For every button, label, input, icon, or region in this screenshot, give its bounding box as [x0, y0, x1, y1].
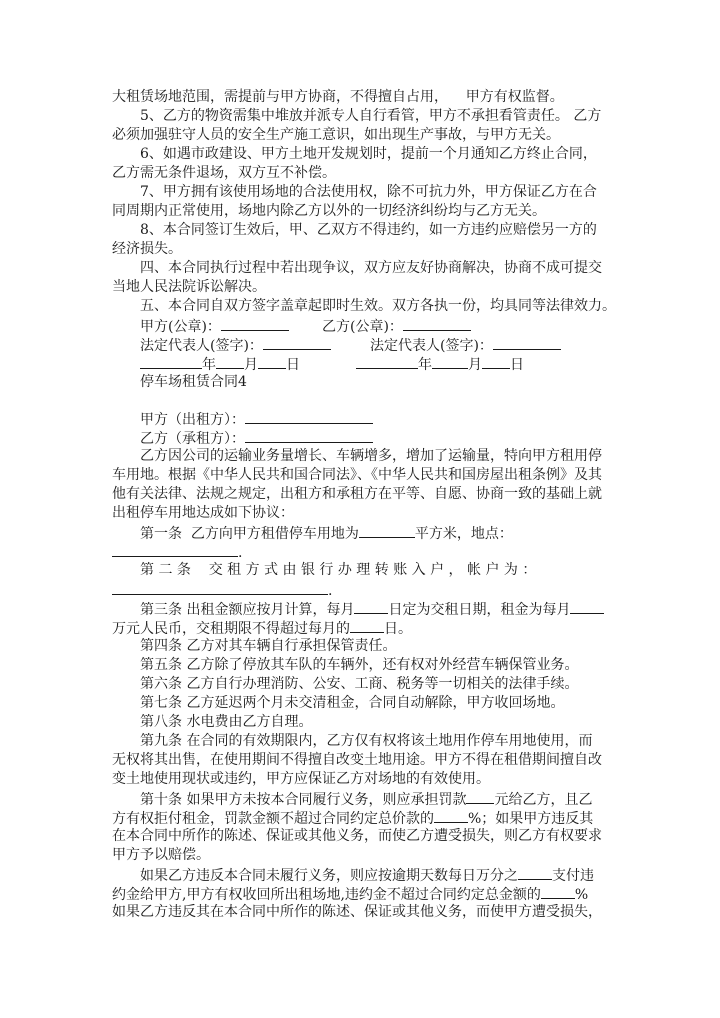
article-10b [112, 884, 588, 905]
signature-row-rep [370, 335, 561, 356]
deadline-day-blank [350, 618, 384, 633]
text-line: 乙方需无条件退场，双方互不补偿。 [112, 165, 336, 181]
article-7: 第七条 乙方延迟两个月未交清租金，合同自动解除，甲方收回场地。 [140, 695, 565, 711]
contract-title: 停车场租赁合同4 [140, 374, 247, 390]
party-a-seal-label: 甲方(公章)： [140, 319, 221, 335]
article-10: 在本合同中所作的陈述、保证或其他义务，而使乙方遭受损失，则乙方有权要求 [112, 828, 602, 844]
lessee-blank [245, 428, 373, 443]
article-3-text: 日。 [384, 621, 412, 637]
party-a-rep-label: 法定代表人(签字)： [140, 338, 263, 354]
month-blank [216, 354, 244, 369]
text-line: 5、乙方的物资需集中堆放并派专人自行看管，甲方不承担看管责任。 乙方 [140, 108, 602, 124]
lessee-label: 乙方（承租方）： [140, 431, 245, 447]
lessee-row [140, 428, 373, 449]
text-line: 大租赁场地范围，需提前与甲方协商，不得擅自占用， 甲方有权监督。 [112, 89, 564, 105]
text-line: 6、如遇市政建设、甲方土地开发规划时，提前一个月通知乙方终止合同， [140, 146, 597, 162]
article-3-text: 第三条 出租金额应按月计算，每月 [140, 602, 355, 618]
party-b-seal-label: 乙方(公章)： [322, 319, 403, 335]
month-label: 月 [244, 357, 258, 373]
account-blank [112, 580, 328, 595]
year-blank [140, 354, 202, 369]
party-b-seal-blank [403, 316, 471, 331]
signature-row-seal [140, 316, 289, 337]
year-label: 年 [202, 357, 216, 373]
rate-blank [518, 865, 552, 880]
article-4: 第四条 乙方对其车辆自行承担保管责任。 [140, 638, 397, 654]
year-label: 年 [418, 357, 432, 373]
month-label: 月 [468, 357, 482, 373]
day-blank [482, 354, 510, 369]
article-8: 第八条 水电费由乙方自理。 [140, 714, 313, 730]
rent-day-blank [354, 599, 388, 614]
article-1-text: 平方米，地点： [414, 526, 513, 542]
penalty-blank [466, 789, 494, 804]
text-line: 四、本合同执行过程中若出现争议，双方应友好协商解决，协商不成可提交 [140, 260, 602, 276]
day-blank [258, 354, 286, 369]
lessor-row [140, 409, 373, 430]
party-a-seal-blank [221, 316, 289, 331]
lessor-blank [245, 409, 373, 424]
article-9: 变土地使用现状或违约，甲方应保证乙方对场地的有效使用。 [112, 771, 490, 787]
text-line: 当地人民法院诉讼解决。 [112, 279, 266, 295]
article-10-text: 元给乙方，且乙 [494, 792, 593, 808]
article-3-text: 日定为交租日期，租金为每月 [388, 602, 571, 618]
article-1 [140, 523, 513, 544]
account-row: . [112, 580, 332, 601]
signature-row-rep [140, 335, 331, 356]
signature-row-seal [322, 316, 471, 337]
party-a-rep-blank [263, 335, 331, 350]
article-10 [112, 808, 593, 829]
text-line: 经济损失。 [112, 241, 182, 257]
article-2: 第 二 条 交 租 方 式 由 银 行 办 理 转 账 入 户 ， 帐 户 为 ： [140, 562, 537, 578]
area-blank [359, 523, 415, 538]
text-line: 必须加强驻守人员的安全生产施工意识，如出现生产事故，与甲方无关。 [112, 127, 560, 143]
article-9: 第九条 在合同的有效期限内，乙方仅有权将该土地用作停车用地使用，而 [140, 733, 593, 749]
article-10b: 如果乙方违反其在本合同中所作的陈述、保证或其他义务，而使甲方遭受损失， [112, 904, 602, 920]
article-10b-text: 支付违 [552, 868, 594, 884]
article-10b-text: % [574, 887, 589, 903]
day-label: 日 [510, 357, 524, 373]
date-row [140, 354, 300, 375]
day-label: 日 [286, 357, 300, 373]
liquidated-percent-blank [541, 884, 575, 899]
article-9: 无权将其出售，在使用期间不得擅自改变土地用途。甲方不得在租借期间擅自改 [112, 752, 602, 768]
date-row [356, 354, 524, 375]
lessor-label: 甲方（出租方）： [140, 412, 245, 428]
article-3 [140, 599, 604, 620]
location-row: . [112, 542, 242, 563]
month-blank [432, 354, 468, 369]
text-line: 他有关法律、法规之规定，出租方和承租方在平等、自愿、协商一致的基础上就 [112, 486, 602, 502]
article-10-text: 第十条 如果甲方未按本合同履行义务，则应承担罚款 [140, 792, 467, 808]
article-6: 第六条 乙方自行办理消防、公安、工商、税务等一切相关的法律手续。 [140, 676, 579, 692]
text-line: 乙方因公司的运输业务量增长、车辆增多，增加了运输量，特向甲方租用停 [140, 448, 602, 464]
article-3 [112, 618, 412, 639]
article-5: 第五条 乙方除了停放其车队的车辆外，还有权对外经营车辆保管业务。 [140, 657, 579, 673]
text-line: 8、本合同签订生效后，甲、乙双方不得违约，如一方违约应赔偿另一方的 [140, 222, 597, 238]
article-10-text: %；如果甲方违反其 [468, 811, 594, 827]
article-10-text: 方有权拒付租金，罚款金额不超过合同约定总价款的 [112, 811, 434, 827]
penalty-percent-blank [434, 808, 468, 823]
article-10b [140, 865, 594, 886]
location-blank [112, 542, 238, 557]
party-b-rep-blank [493, 335, 561, 350]
article-10: 甲方予以赔偿。 [112, 847, 210, 863]
text-line: 7、甲方拥有该使用场地的合法使用权，除不可抗力外，甲方保证乙方在合 [140, 184, 597, 200]
party-b-rep-label: 法定代表人(签字)： [370, 338, 493, 354]
text-line: 五、本合同自双方签字盖章起即时生效。双方各执一份，均具同等法律效力。 [140, 298, 616, 314]
text-line: 车用地。根据《中华人民共和国合同法》、《中华人民共和国房屋出租条例》及其 [112, 467, 602, 483]
article-10 [140, 789, 592, 810]
rent-amount-blank [570, 599, 604, 614]
article-1-text: 第一条 乙方向甲方租借停车用地为 [140, 526, 359, 542]
article-10b-text: 如果乙方违反本合同未履行义务，则应按逾期天数每日万分之 [140, 868, 518, 884]
year-blank [356, 354, 418, 369]
article-10b-text: 约金给甲方,甲方有权收回所出租场地,违约金不超过合同约定总金额的 [112, 887, 541, 903]
text-line: 出租停车用地达成如下协议： [112, 505, 294, 521]
article-3-text: 万元人民币，交租期限不得超过每月的 [112, 621, 350, 637]
text-line: 同周期内正常使用，场地内除乙方以外的一切经济纠纷均与乙方无关。 [112, 203, 546, 219]
